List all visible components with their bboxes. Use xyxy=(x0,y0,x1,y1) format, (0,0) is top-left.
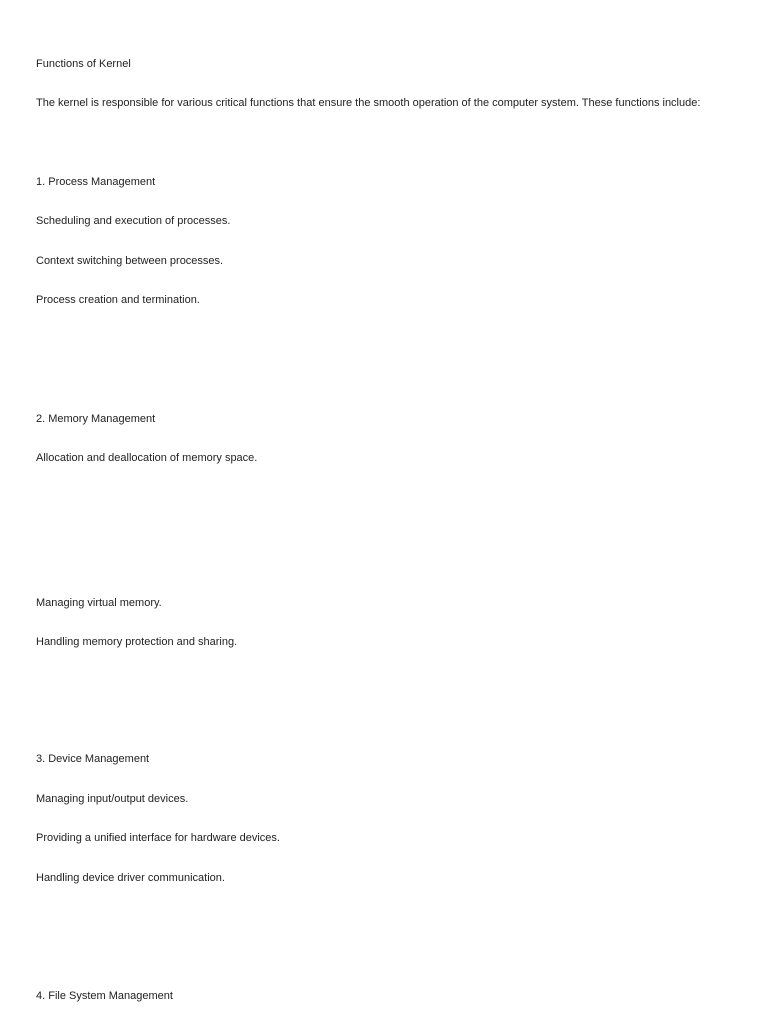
list-item: Managing input/output devices. xyxy=(36,793,189,805)
intro-paragraph: The kernel is responsible for various critical functions that ensure the smooth operation of the computer system. These functions include: xyxy=(36,97,701,109)
list-item: Handling memory protection and sharing. xyxy=(36,636,238,648)
list-item: Providing a unified interface for hardware devices. xyxy=(36,832,280,844)
section-heading-memory-management: 2. Memory Management xyxy=(36,413,156,425)
list-item: Context switching between processes. xyxy=(36,255,224,267)
document-title: Functions of Kernel xyxy=(36,58,131,70)
section-heading-device-management: 3. Device Management xyxy=(36,753,150,765)
list-item: Handling device driver communication. xyxy=(36,872,225,884)
section-heading-file-system-management: 4. File System Management xyxy=(36,990,173,1002)
list-item: Process creation and termination. xyxy=(36,294,200,306)
section-heading-process-management: 1. Process Management xyxy=(36,176,156,188)
list-item: Allocation and deallocation of memory space. xyxy=(36,452,258,464)
list-item: Managing virtual memory. xyxy=(36,597,162,609)
list-item: Scheduling and execution of processes. xyxy=(36,215,231,227)
